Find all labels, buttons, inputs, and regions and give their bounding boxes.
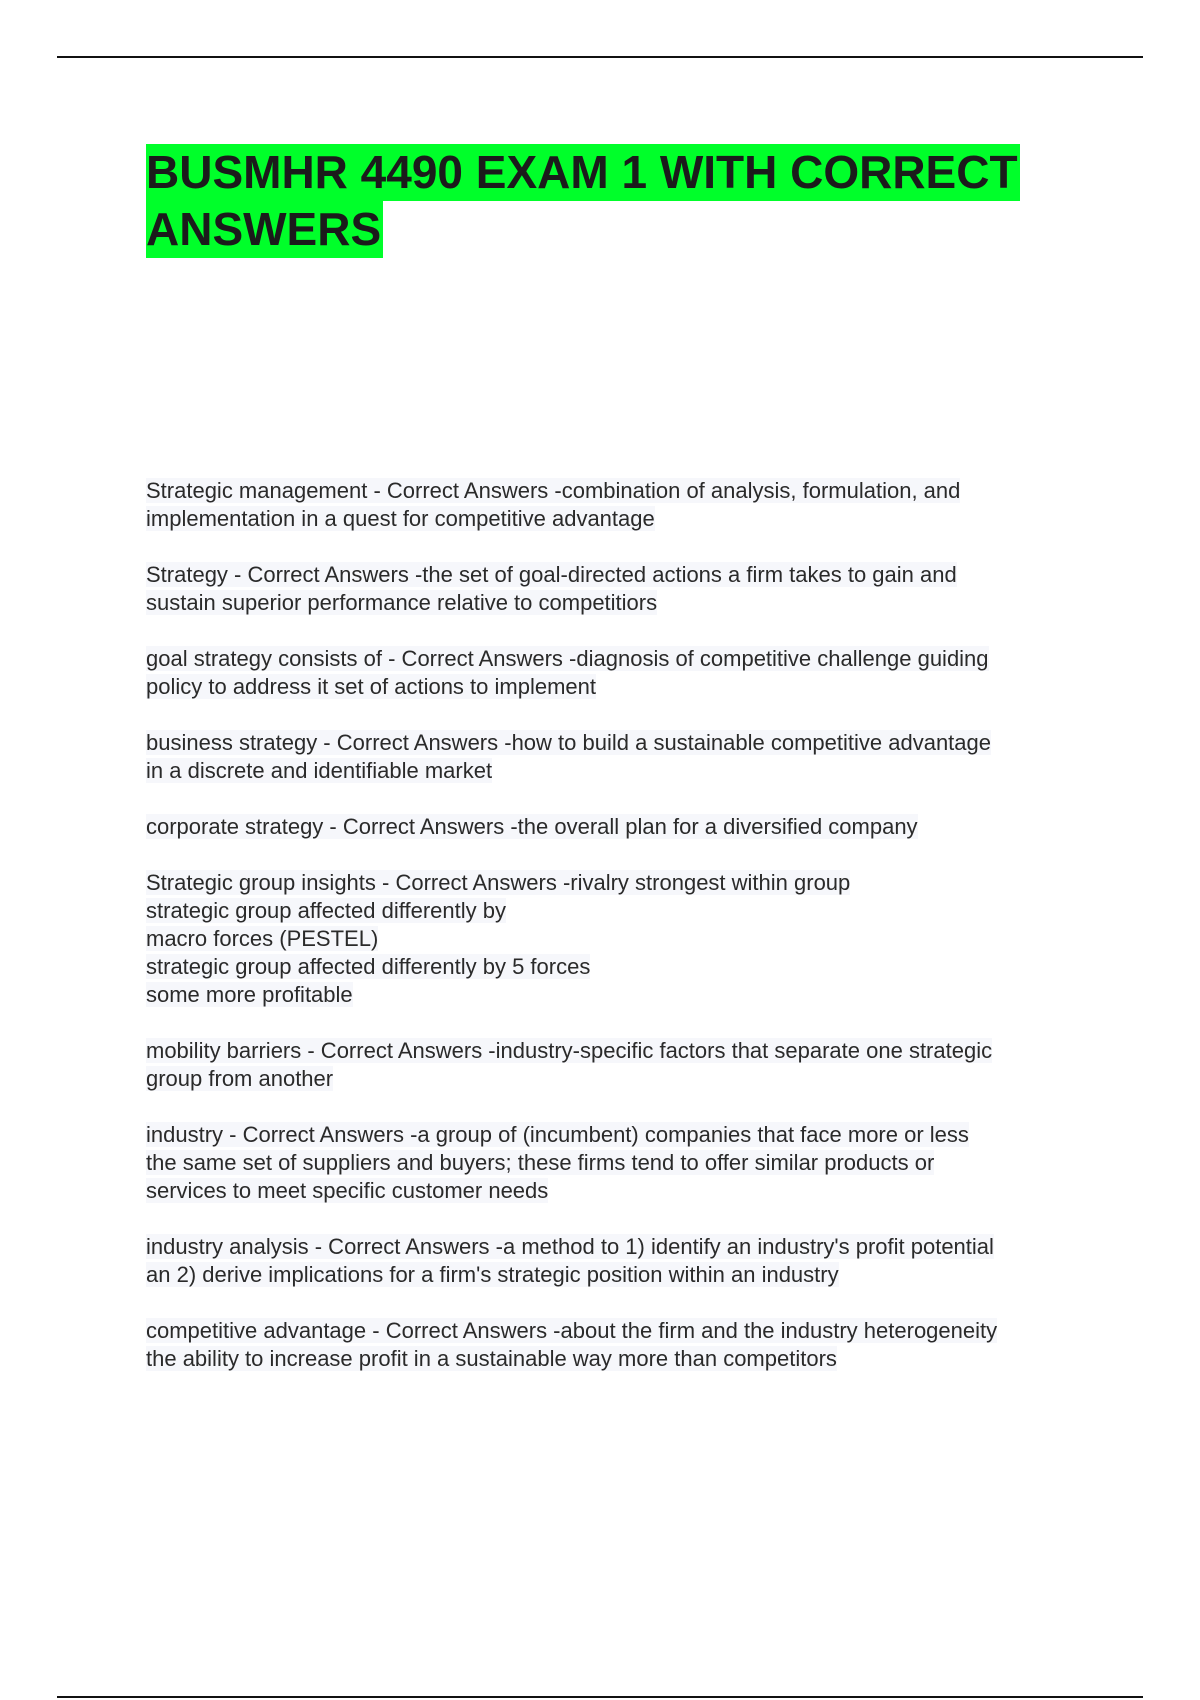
qa-entry <box>146 645 1086 701</box>
qa-entry-line <box>146 1065 1086 1093</box>
qa-entry-line <box>146 1345 1086 1373</box>
qa-entry-line <box>146 673 1086 701</box>
qa-entry-line <box>146 589 1086 617</box>
qa-entry-text: Strategic management - Correct Answers -combination of analysis, formulation, and <box>146 478 961 503</box>
qa-entry <box>146 1037 1086 1093</box>
qa-entry-text: group from another <box>146 1066 334 1091</box>
document-title <box>146 144 1086 258</box>
title-line-1: BUSMHR 4490 EXAM 1 WITH CORRECT <box>146 144 1020 201</box>
qa-entry-text: business strategy - Correct Answers -how to build a sustainable competitive advantage <box>146 730 991 755</box>
qa-entry <box>146 477 1086 533</box>
qa-entry-line <box>146 1177 1086 1205</box>
qa-entry <box>146 1233 1086 1289</box>
qa-entry-line <box>146 477 1086 505</box>
qa-entry-text: some more profitable <box>146 982 353 1007</box>
qa-entry-line <box>146 897 1086 925</box>
qa-entry <box>146 813 1086 841</box>
qa-entry-line <box>146 925 1086 953</box>
qa-entry <box>146 1121 1086 1205</box>
qa-entry-text: sustain superior performance relative to competitiors <box>146 590 658 615</box>
qa-list <box>146 477 1086 1401</box>
qa-entry-text: goal strategy consists of - Correct Answers -diagnosis of competitive challenge guiding <box>146 646 989 671</box>
qa-entry-line <box>146 1233 1086 1261</box>
qa-entry-line <box>146 1149 1086 1177</box>
qa-entry-text: industry analysis - Correct Answers -a method to 1) identify an industry's profit potential <box>146 1234 994 1259</box>
qa-entry-text: Strategy - Correct Answers -the set of goal-directed actions a firm takes to gain and <box>146 562 957 587</box>
qa-entry-text: industry - Correct Answers -a group of (incumbent) companies that face more or less <box>146 1122 969 1147</box>
qa-entry-text: services to meet specific customer needs <box>146 1178 549 1203</box>
qa-entry-text: competitive advantage - Correct Answers -about the firm and the industry heterogeneity <box>146 1318 998 1343</box>
qa-entry <box>146 729 1086 785</box>
qa-entry-line <box>146 953 1086 981</box>
qa-entry-line <box>146 869 1086 897</box>
qa-entry-line <box>146 645 1086 673</box>
qa-entry-text: implementation in a quest for competitive advantage <box>146 506 655 531</box>
qa-entry-line <box>146 813 1086 841</box>
qa-entry-text: Strategic group insights - Correct Answers -rivalry strongest within group <box>146 870 851 895</box>
qa-entry-line <box>146 729 1086 757</box>
qa-entry-line <box>146 757 1086 785</box>
top-rule <box>57 56 1143 58</box>
qa-entry-line <box>146 981 1086 1009</box>
qa-entry-text: corporate strategy - Correct Answers -the overall plan for a diversified company <box>146 814 918 839</box>
qa-entry-text: strategic group affected differently by 5 forces <box>146 954 591 979</box>
qa-entry-line <box>146 1317 1086 1345</box>
qa-entry-text: an 2) derive implications for a firm's strategic position within an industry <box>146 1262 839 1287</box>
qa-entry <box>146 561 1086 617</box>
qa-entry-line <box>146 1037 1086 1065</box>
qa-entry-text: strategic group affected differently by <box>146 898 506 923</box>
qa-entry-line <box>146 505 1086 533</box>
qa-entry-text: the same set of suppliers and buyers; these firms tend to offer similar products or <box>146 1150 935 1175</box>
qa-entry <box>146 1317 1086 1373</box>
qa-entry-text: the ability to increase profit in a sustainable way more than competitors <box>146 1346 837 1371</box>
qa-entry-text: macro forces (PESTEL) <box>146 926 379 951</box>
qa-entry-text: mobility barriers - Correct Answers -industry-specific factors that separate one strategic <box>146 1038 993 1063</box>
qa-entry-line <box>146 561 1086 589</box>
qa-entry <box>146 869 1086 1009</box>
qa-entry-text: policy to address it set of actions to implement <box>146 674 596 699</box>
bottom-rule <box>57 1696 1143 1698</box>
qa-entry-text: in a discrete and identifiable market <box>146 758 493 783</box>
qa-entry-line <box>146 1121 1086 1149</box>
qa-entry-line <box>146 1261 1086 1289</box>
title-line-2: ANSWERS <box>146 201 383 258</box>
